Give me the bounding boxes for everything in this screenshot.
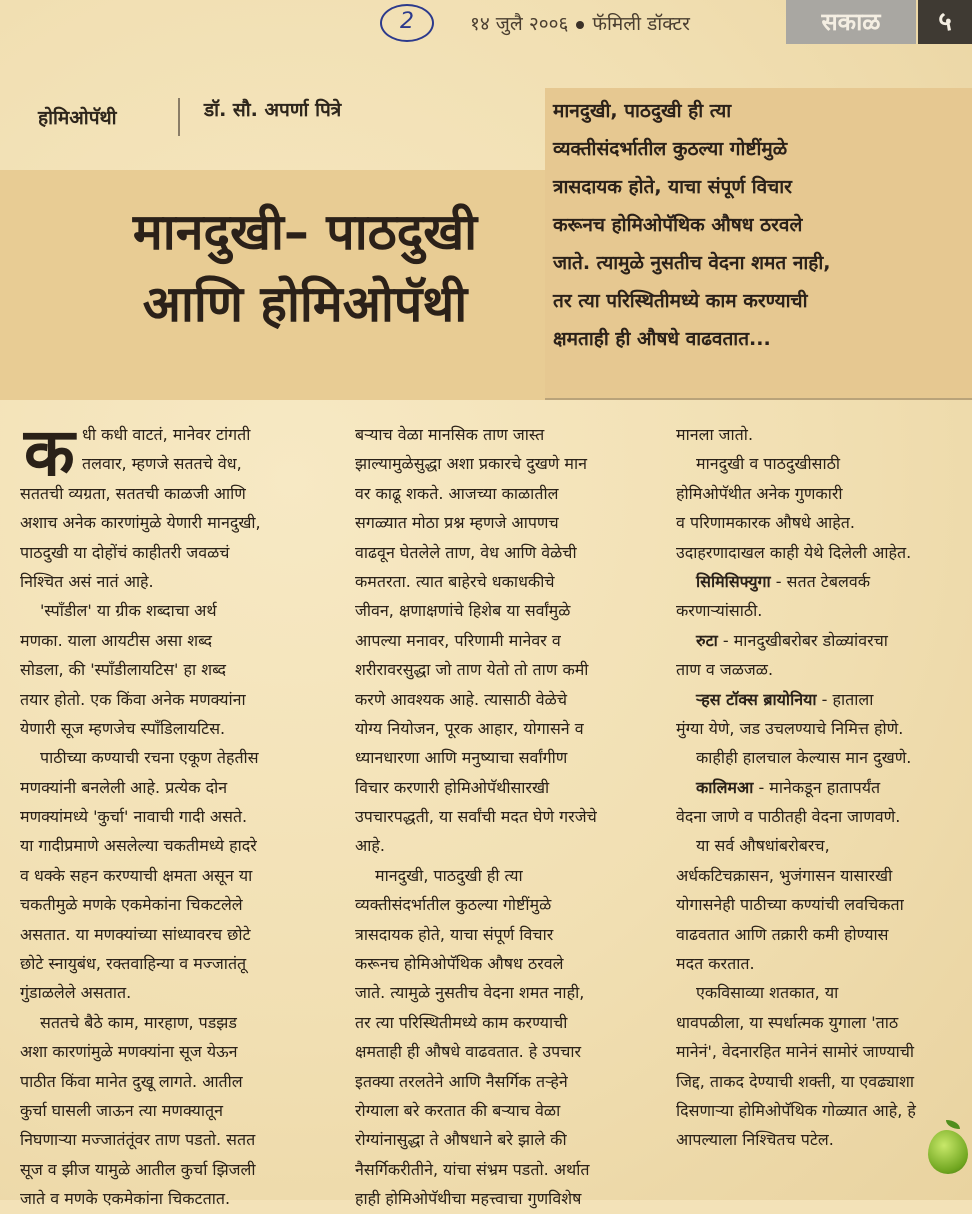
text-line: योग्य नियोजन, पूरक आहार, योगासने व	[355, 718, 584, 738]
text-line: जीवन, क्षणाक्षणांचे हिशेब या सर्वांमुळे	[355, 601, 571, 621]
text-line: कुर्चा घासली जाऊन त्या मणक्यातून	[20, 1100, 223, 1120]
text-line: तयार होतो. एक किंवा अनेक मणक्यांना	[20, 689, 246, 709]
text-line: वर काढू शकते. आजच्या काळातील	[355, 483, 559, 503]
text-line: अशा कारणांमुळे मणक्यांना सूज येऊन	[20, 1042, 238, 1062]
section-divider	[545, 398, 972, 400]
issue-date: १४ जुलै २००६	[470, 13, 569, 35]
text-line: तलवार, म्हणजे सततचे वेध,	[82, 454, 242, 474]
text-line: सूज व झीज यामुळे आतील कुर्चा झिजली	[20, 1159, 256, 1179]
pull-quote-line: तर त्या परिस्थितीमध्ये काम करण्याची	[553, 290, 808, 312]
pull-quote-line: मानदुखी, पाठदुखी ही त्या	[553, 100, 732, 122]
text-line: छोटे स्नायुबंध, रक्तवाहिन्या व मज्जातंतू	[20, 954, 247, 974]
text-line: काहीही हालचाल केल्यास मान दुखणे.	[696, 748, 912, 768]
text-line: मानेनं', वेदनारहित मानेनं सामोरं जाण्याची	[676, 1042, 915, 1062]
section-name: फॅमिली डॉक्टर	[592, 13, 690, 35]
text-line: मणका. याला आयटीस असा शब्द	[20, 630, 212, 650]
remedy-name: कालिमआ	[696, 777, 754, 797]
remedy-line	[676, 626, 966, 655]
remedy-description: - सतत टेबलवर्क	[770, 571, 871, 591]
text-line: शरीरावरसुद्धा जो ताण येतो तो ताण कमी	[355, 660, 589, 680]
text-line: वाढवतात आणि तक्रारी कमी होण्यास	[676, 924, 889, 944]
text-line: पाठीत किंवा मानेत दुखू लागते. आतील	[20, 1071, 243, 1091]
text-line: येणारी सूज म्हणजेच स्पाँडिलायटिस.	[20, 718, 226, 738]
text-line: सततचे बैठे काम, मारहाण, पडझड	[40, 1012, 237, 1032]
text-line: मणक्यांमध्ये 'कुर्चा' नावाची गादी असते.	[20, 807, 248, 827]
text-line: निश्चित असं नातं आहे.	[20, 571, 154, 591]
text-line: पाठदुखी या दोहोंचं काहीतरी जवळचं	[20, 542, 230, 562]
text-line: झाल्यामुळेसुद्धा अशा प्रकारचे दुखणे मान	[355, 454, 588, 474]
text-line: दिसणाऱ्या होमिओपॅथिक गोळ्यात आहे, हे	[676, 1100, 916, 1120]
text-line: जाते व मणके एकमेकांना चिकटतात.	[20, 1189, 231, 1209]
text-line: व्यक्तीसंदर्भातील कुठल्या गोष्टींमुळे	[355, 895, 552, 915]
text-line: त्रासदायक होते, याचा संपूर्ण विचार	[355, 924, 554, 944]
text-line: वाढवून घेतलेले ताण, वेध आणि वेळेची	[355, 542, 577, 562]
text-line: करणाऱ्यांसाठी.	[676, 601, 763, 621]
remedy-name: ऱ्हस टॉक्स ब्रायोनिया	[696, 689, 817, 709]
text-line: या सर्व औषधांबरोबरच,	[696, 836, 830, 856]
remedy-line	[676, 773, 966, 802]
text-line: 'स्पाँडील' या ग्रीक शब्दाचा अर्थ	[40, 601, 217, 621]
author-name: डॉ. सौ. अपर्णा पित्रे	[204, 99, 342, 121]
remedy-line	[676, 567, 966, 596]
text-line: जिद्द, ताकद देण्याची शक्ती, या एवढ्याशा	[676, 1071, 915, 1091]
headline	[70, 196, 540, 340]
pull-quote-line: क्षमताही ही औषधे वाढवतात...	[553, 328, 771, 350]
text-line: अर्धकटिचक्रासन, भुजंगासन यासारखी	[676, 865, 893, 885]
text-line: पाठीच्या कण्याची रचना एकूण तेहतीस	[40, 748, 259, 768]
text-line: रोग्याला बरे करतात की बऱ्याच वेळा	[355, 1100, 561, 1120]
text-line: होमिओपॅथीत अनेक गुणकारी	[676, 483, 843, 503]
text-line: मानला जातो.	[676, 425, 754, 444]
text-line: रोग्यांनासुद्धा ते औषधाने बरे झाले की	[355, 1130, 567, 1150]
dateline	[470, 10, 690, 36]
byline-divider	[178, 98, 180, 136]
text-line: जाते. त्यामुळे नुसतीच वेदना शमत नाही,	[355, 983, 585, 1003]
handwritten-page-mark: 2	[380, 4, 434, 42]
text-line: सोडला, की 'स्पाँडीलायटिस' हा शब्द	[20, 660, 226, 680]
text-line: उदाहरणादाखल काही येथे दिलेली आहेत.	[676, 542, 912, 562]
pull-quote-line: त्रासदायक होते, याचा संपूर्ण विचार	[553, 176, 792, 198]
remedy-description: - मानेकडून हातापर्यंत	[753, 777, 881, 797]
text-line: हाही होमिओपॅथीचा महत्त्वाचा गुणविशेष	[355, 1189, 582, 1209]
pull-quote-line: व्यक्तीसंदर्भातील कुठल्या गोष्टींमुळे	[553, 138, 788, 160]
text-line: असतात. या मणक्यांच्या सांध्यावरच छोटे	[20, 924, 251, 944]
pull-quote-line: करूनच होमिओपॅथिक औषध ठरवले	[553, 214, 803, 236]
text-line: या गादीप्रमाणे असलेल्या चकतीमध्ये हादरे	[20, 836, 257, 856]
text-line: सततची व्यग्रता, सततची काळजी आणि	[20, 483, 246, 503]
text-line: नैसर्गिकरीतीने, यांचा संभ्रम पडतो. अर्थात	[355, 1159, 590, 1179]
text-line: एकविसाव्या शतकात, या	[696, 983, 839, 1003]
page-number: ५	[918, 0, 972, 44]
text-line: ताण व जळजळ.	[676, 660, 774, 680]
text-line: करूनच होमिओपॅथिक औषध ठरवले	[355, 954, 564, 974]
pull-quote-line: जाते. त्यामुळे नुसतीच वेदना शमत नाही,	[553, 252, 831, 274]
apple-icon	[928, 1130, 968, 1174]
text-line: अशाच अनेक कारणांमुळे येणारी मानदुखी,	[20, 513, 261, 533]
text-line: मानदुखी, पाठदुखी ही त्या	[375, 865, 523, 885]
text-line: मानदुखी व पाठदुखीसाठी	[696, 454, 841, 474]
byline	[28, 90, 528, 150]
drop-cap: क	[24, 414, 75, 491]
text-line: आहे.	[355, 836, 385, 856]
text-line: कमतरता. त्यात बाहेरचे धकाधकीचे	[355, 571, 555, 591]
article-column-1	[20, 414, 330, 1214]
text-line: इतक्या तरलतेने आणि नैसर्गिक तऱ्हेने	[355, 1071, 568, 1091]
category-label: होमिओपॅथी	[38, 107, 117, 129]
text-line: योगासनेही पाठीच्या कण्यांची लवचिकता	[676, 895, 904, 915]
text-line: विचार करणारी होमिओपॅथीसारखी	[355, 777, 550, 797]
text-line: ध्यानधारणा आणि मनुष्याचा सर्वांगीण	[355, 748, 568, 768]
text-line: आपल्याला निश्चितच पटेल.	[676, 1130, 834, 1150]
text-line: सगळ्यात मोठा प्रश्न म्हणजे आपणच	[355, 513, 559, 533]
remedy-description: - मानदुखीबरोबर डोळ्यांवरचा	[717, 630, 888, 650]
remedy-line	[676, 685, 966, 714]
text-line: धावपळीला, या स्पर्धात्मक युगाला 'ताठ	[676, 1012, 899, 1032]
text-line: आपल्या मनावर, परिणामी मानेवर व	[355, 630, 561, 650]
text-line: मदत करतात.	[676, 954, 755, 974]
text-line: व परिणामकारक औषधे आहेत.	[676, 513, 855, 533]
article-column-2	[355, 420, 660, 1214]
text-line: गुंडाळलेले असतात.	[20, 983, 132, 1003]
text-line: व धक्के सहन करण्याची क्षमता असून या	[20, 865, 253, 885]
bullet-icon	[576, 21, 584, 29]
article-column-3	[676, 420, 966, 1155]
headline-line-2: आणि होमिओपॅथी	[142, 275, 468, 333]
headline-line-1: मानदुखी– पाठदुखी	[132, 203, 478, 261]
remedy-name: रुटा	[696, 630, 718, 650]
text-line: मुंग्या येणे, जड उचलण्याचे निमित्त होणे.	[676, 718, 904, 738]
text-line: क्षमताही ही औषधे वाढवतात. हे उपचार	[355, 1042, 582, 1062]
pull-quote	[553, 92, 958, 358]
remedy-name: सिमिसिफ्युगा	[696, 571, 771, 591]
text-line: चकतीमुळे मणके एकमेकांना चिकटलेले	[20, 895, 243, 915]
remedy-description: - हाताला	[816, 689, 874, 709]
text-line: वेदना जाणे व पाठीतही वेदना जाणवणे.	[676, 807, 901, 827]
text-line: बऱ्याच वेळा मानसिक ताण जास्त	[355, 425, 545, 444]
text-line: करणे आवश्यक आहे. त्यासाठी वेळेचे	[355, 689, 567, 709]
text-line: तर त्या परिस्थितीमध्ये काम करण्याची	[355, 1012, 568, 1032]
text-line: मणक्यांनी बनलेली आहे. प्रत्येक दोन	[20, 777, 228, 797]
newspaper-brand: सकाळ	[786, 0, 916, 44]
text-line: उपचारपद्धती, या सर्वांची मदत घेणे गरजेचे	[355, 807, 597, 827]
text-line: धी कधी वाटतं, मानेवर टांगती	[82, 425, 251, 444]
text-line: निघणाऱ्या मज्जातंतूंवर ताण पडतो. सतत	[20, 1130, 256, 1150]
